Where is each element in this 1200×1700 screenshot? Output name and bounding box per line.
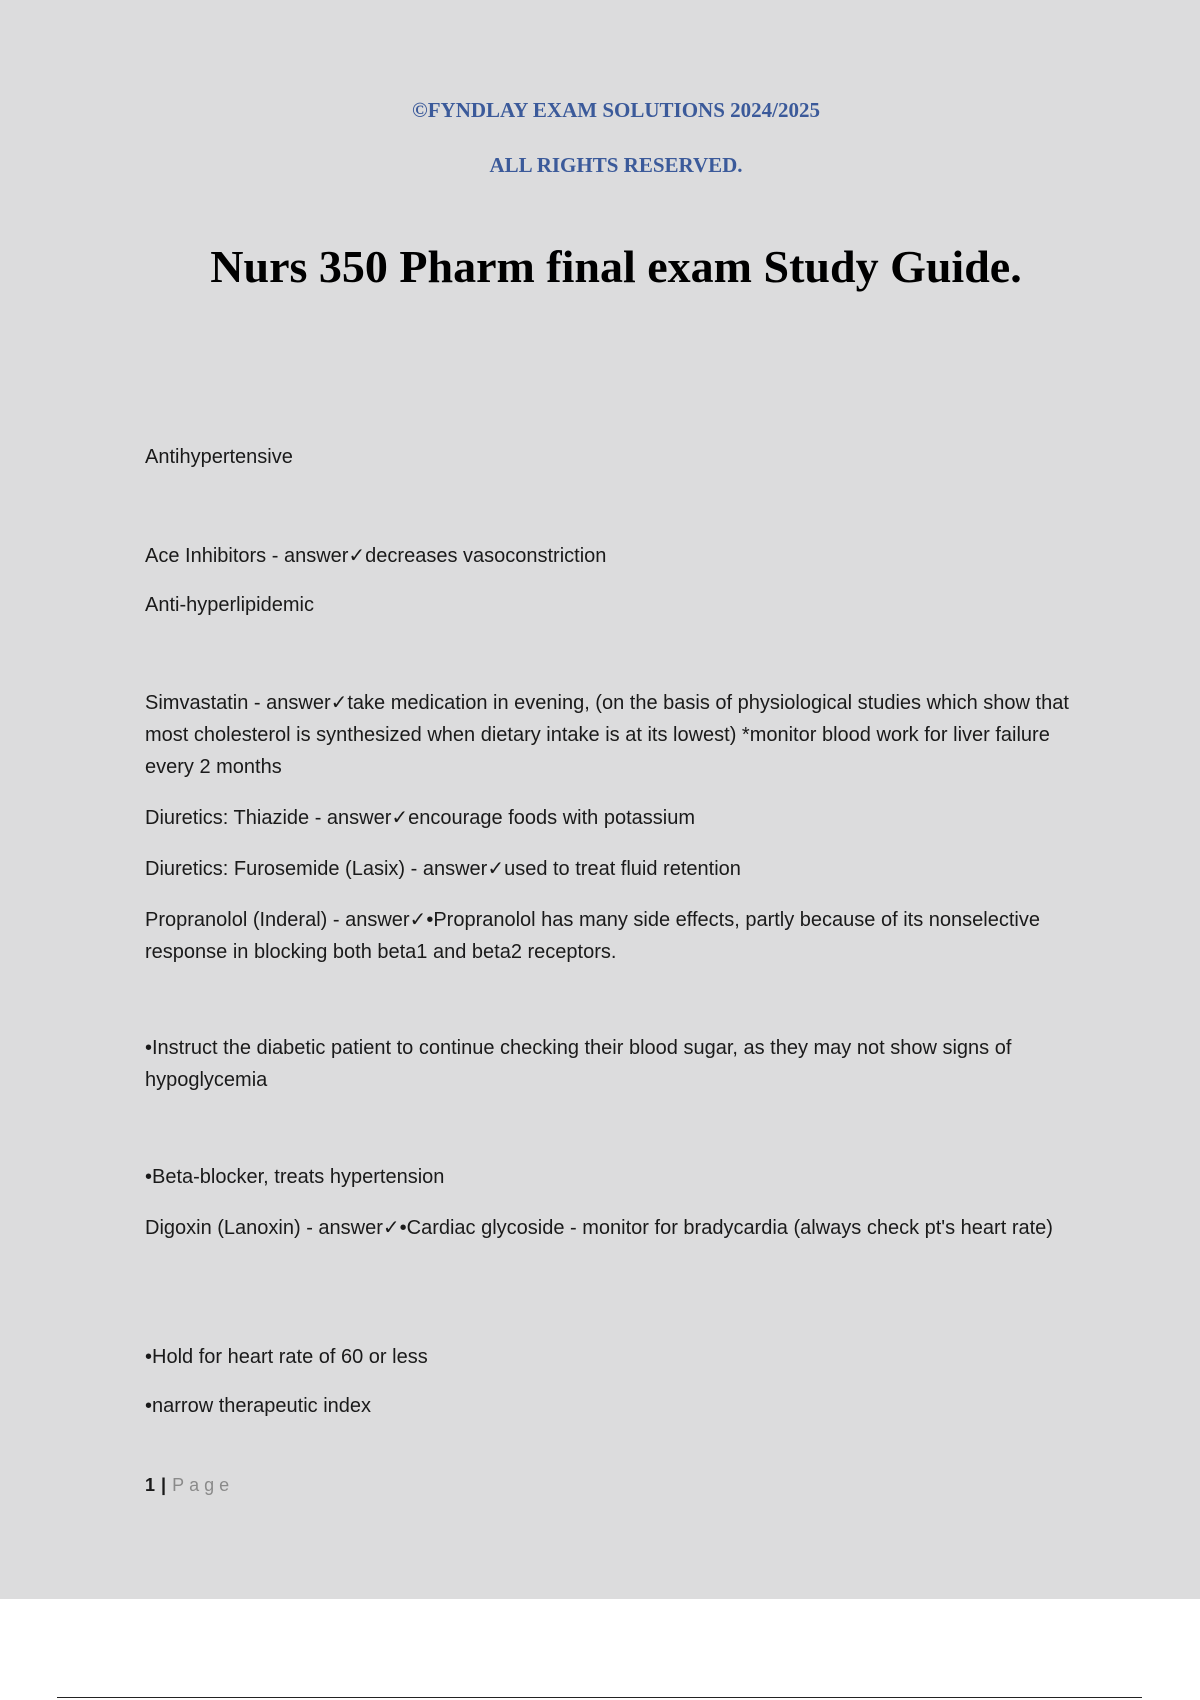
bottom-divider [57,1697,1142,1698]
entry-propranolol: Propranolol (Inderal) - answer✓•Propranolol has many side effects, partly because of its nonselective response in blocking both beta1 and beta2 receptors. [145,909,1040,963]
entry-furosemide: Diuretics: Furosemide (Lasix) - answer✓used to treat fluid retention [145,858,741,880]
copyright-header: ©FYNDLAY EXAM SOLUTIONS 2024/2025 [412,98,820,122]
page-footer [145,1473,234,1497]
entry-digoxin: Digoxin (Lanoxin) - answer✓•Cardiac glycoside - monitor for bradycardia (always check pt's heart rate) [145,1217,1053,1239]
footer-separator: | [161,1475,167,1495]
document-title: Nurs 350 Pharm final exam Study Guide. [210,241,1022,292]
entry-ace-inhibitors: Ace Inhibitors - answer✓decreases vasoconstriction [145,545,607,567]
rights-reserved-header: ALL RIGHTS RESERVED. [489,153,743,177]
page-label: Page [172,1475,235,1495]
bullet-beta-blocker: •Beta-blocker, treats hypertension [145,1166,445,1188]
bullet-hold-heart-rate: •Hold for heart rate of 60 or less [145,1346,428,1368]
bullet-narrow-index: •narrow therapeutic index [145,1395,372,1417]
entry-simvastatin: Simvastatin - answer✓take medication in evening, (on the basis of physiological studies which show that most cholesterol is synthesized when dietary intake is at its lowest) *monitor blood work for liver failure every 2 months [145,692,1069,778]
page-number: 1 [145,1475,156,1495]
entry-thiazide: Diuretics: Thiazide - answer✓encourage foods with potassium [145,807,695,829]
section-heading-antihypertensive: Antihypertensive [145,446,293,468]
section-heading-anti-hyperlipidemic: Anti-hyperlipidemic [145,594,314,616]
bullet-diabetic-instruction: •Instruct the diabetic patient to continue checking their blood sugar, as they may not show signs of hypoglycemia [145,1037,1012,1091]
